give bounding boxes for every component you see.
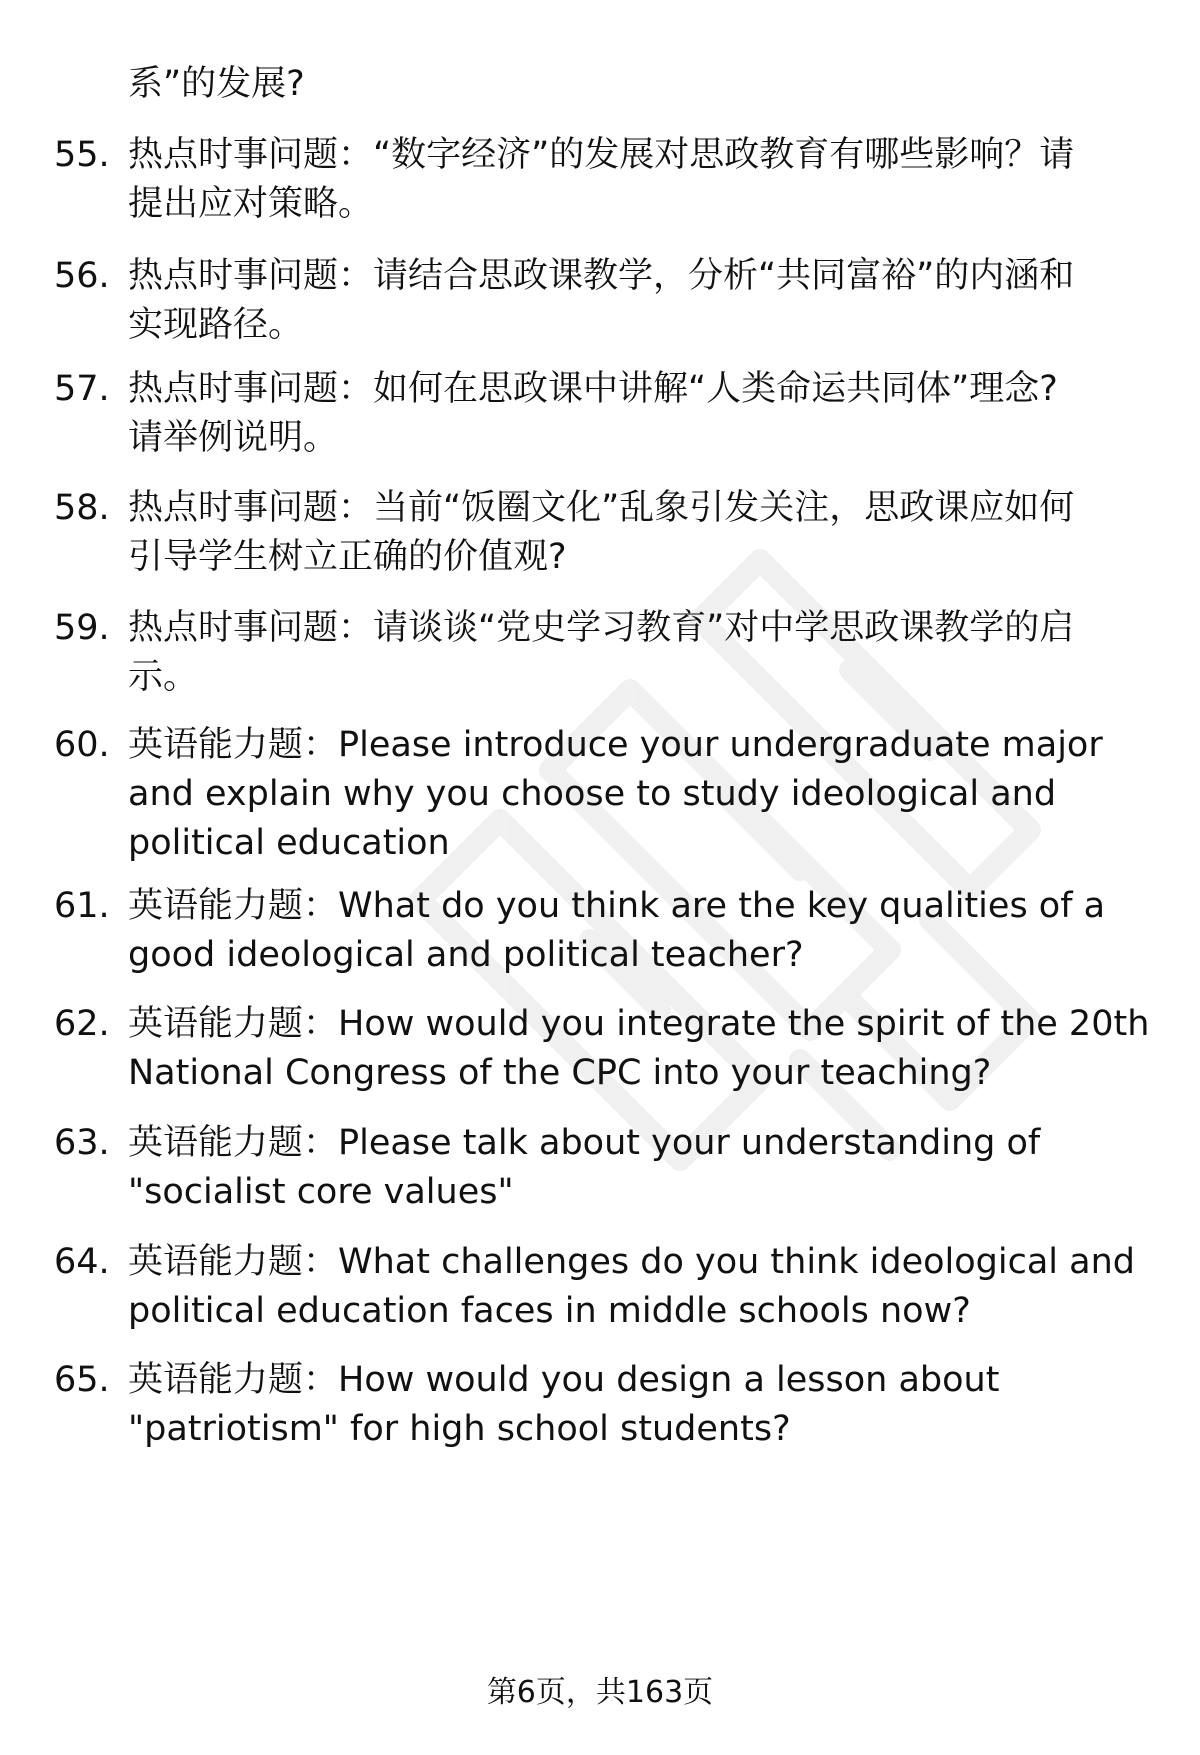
question-text-line: 英语能力题：Please introduce your undergraduate major [128,725,1103,765]
question-number: 62. [54,1004,110,1044]
question-text [128,882,1148,980]
question-text-line: 英语能力题：Please talk about your understanding of [128,1123,1041,1163]
question-text [128,721,1148,868]
page-footer: 第6页，共163页 [486,1675,714,1710]
question-text-line: 引导学生树立正确的价值观? [128,537,567,577]
question-number: 63. [54,1123,110,1163]
question-text [128,1119,1148,1217]
question-text [128,131,1148,229]
question-text [128,252,1148,350]
question-text [128,1356,1148,1454]
question-text [128,604,1148,702]
question-text-line: 请举例说明。 [128,418,339,458]
question-text-line: 示。 [128,657,199,697]
question-text-line: 热点时事问题：如何在思政课中讲解“人类命运共同体”理念? [128,369,1058,409]
question-number: 60. [54,725,110,765]
continued-text: 系”的发展? [128,64,305,104]
question-number: 65. [54,1360,110,1400]
question-text-line: 实现路径。 [128,305,304,345]
question-number: 59. [54,608,110,648]
question-text-line: 英语能力题：How would you integrate the spirit of the 20th [128,1004,1150,1044]
question-text-line: "socialist core values" [128,1172,514,1212]
question-text-line: 英语能力题：How would you design a lesson about [128,1360,1000,1400]
question-text-line: 热点时事问题：请谈谈“党史学习教育”对中学思政课教学的启 [128,608,1075,648]
question-number: 61. [54,886,110,926]
question-text-line: 热点时事问题：当前“饭圈文化”乱象引发关注，思政课应如何 [128,488,1075,528]
question-text [128,1238,1148,1336]
question-text [128,1000,1148,1098]
question-number: 64. [54,1242,110,1282]
question-text-line: political education [128,823,450,863]
question-text-line: political education faces in middle schools now? [128,1291,971,1331]
question-text-line: National Congress of the CPC into your teaching? [128,1053,992,1093]
question-number: 55. [54,135,110,175]
question-number: 57. [54,369,110,409]
question-text-line: 热点时事问题：“数字经济”的发展对思政教育有哪些影响？请 [128,135,1075,175]
question-number: 56. [54,256,110,296]
question-text-line: good ideological and political teacher? [128,935,804,975]
question-text-line: 热点时事问题：请结合思政课教学，分析“共同富裕”的内涵和 [128,256,1075,296]
question-text-line: 提出应对策略。 [128,184,374,224]
question-text [128,365,1148,463]
question-text-line: 英语能力题：What challenges do you think ideological and [128,1242,1135,1282]
question-text-line: and explain why you choose to study ideological and [128,774,1057,814]
question-text [128,484,1148,582]
question-number: 58. [54,488,110,528]
question-text-line: 英语能力题：What do you think are the key qualities of a [128,886,1106,926]
question-text-line: "patriotism" for high school students? [128,1409,791,1449]
